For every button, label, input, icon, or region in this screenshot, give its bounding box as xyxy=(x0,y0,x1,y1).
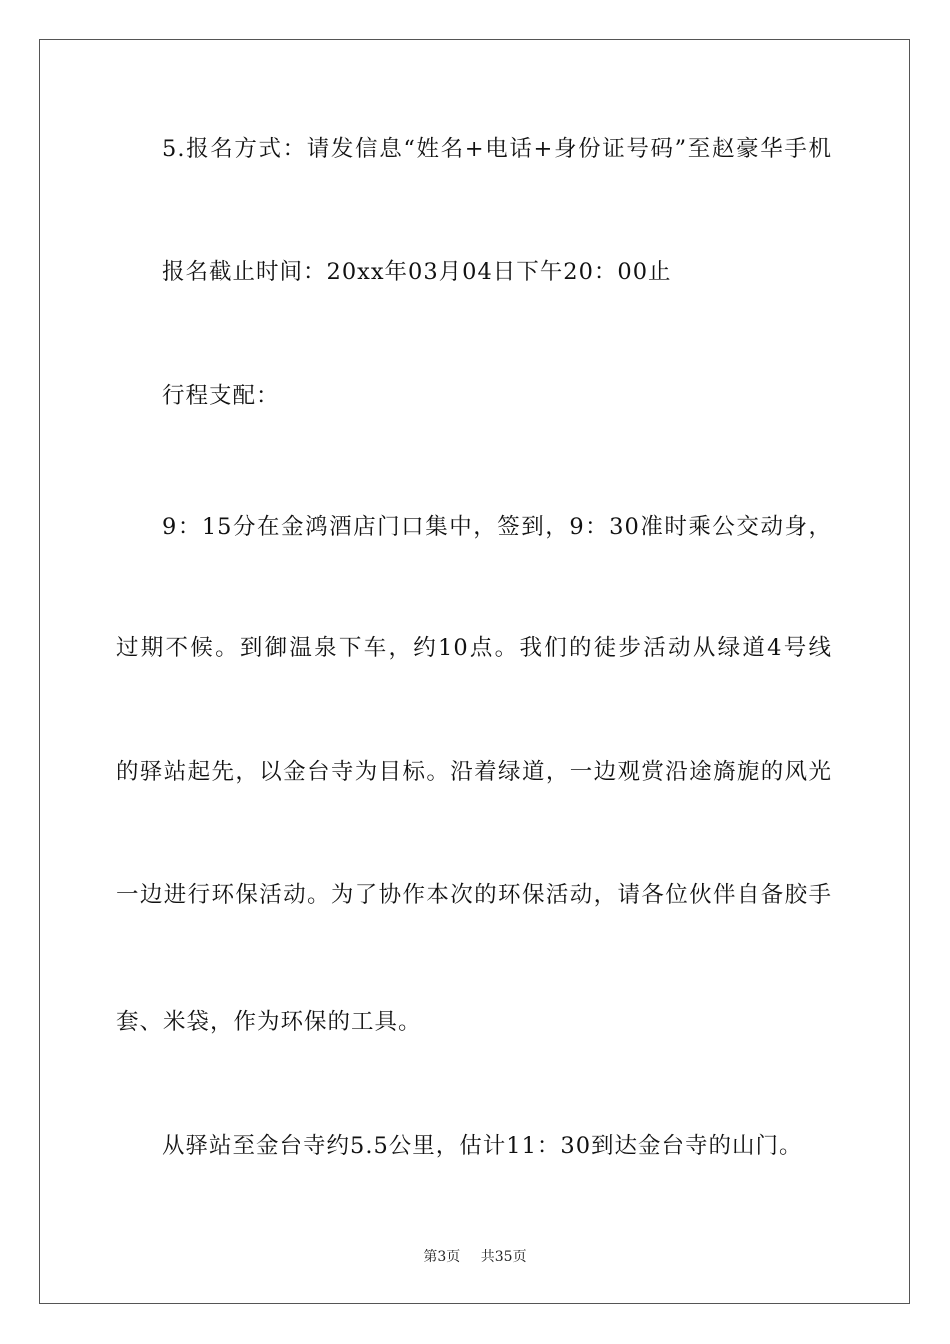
paragraph-line-activity: 一边进行环保活动。为了协作本次的环保活动，请各位伙伴自备胶手 xyxy=(116,882,832,908)
page-total: 共35页 xyxy=(480,1249,527,1265)
page-number: 第3页 xyxy=(423,1249,461,1265)
paragraph-line-registration-method: 5.报名方式：请发信息“姓名+电话+身份证号码”至赵豪华手机 xyxy=(162,136,832,162)
paragraph-line-itinerary-heading: 行程支配： xyxy=(162,383,280,409)
paragraph-line-distance: 从驿站至金台寺约5.5公里，估计11：30到达金台寺的山门。 xyxy=(162,1133,803,1159)
paragraph-line-gathering: 9：15分在金鸿酒店门口集中，签到，9：30准时乘公交动身， xyxy=(162,514,832,540)
page-footer xyxy=(0,1248,950,1266)
paragraph-line-tools: 套、米袋，作为环保的工具。 xyxy=(116,1009,422,1035)
paragraph-line-deadline: 报名截止时间：20xx年03月04日下午20：00止 xyxy=(162,259,672,285)
paragraph-line-route: 的驿站起先，以金台寺为目标。沿着绿道，一边观赏沿途旖旎的风光 xyxy=(116,759,832,785)
paragraph-line-arrival: 过期不候。到御温泉下车，约10点。我们的徒步活动从绿道4号线 xyxy=(116,635,832,661)
page-frame xyxy=(39,39,910,1304)
